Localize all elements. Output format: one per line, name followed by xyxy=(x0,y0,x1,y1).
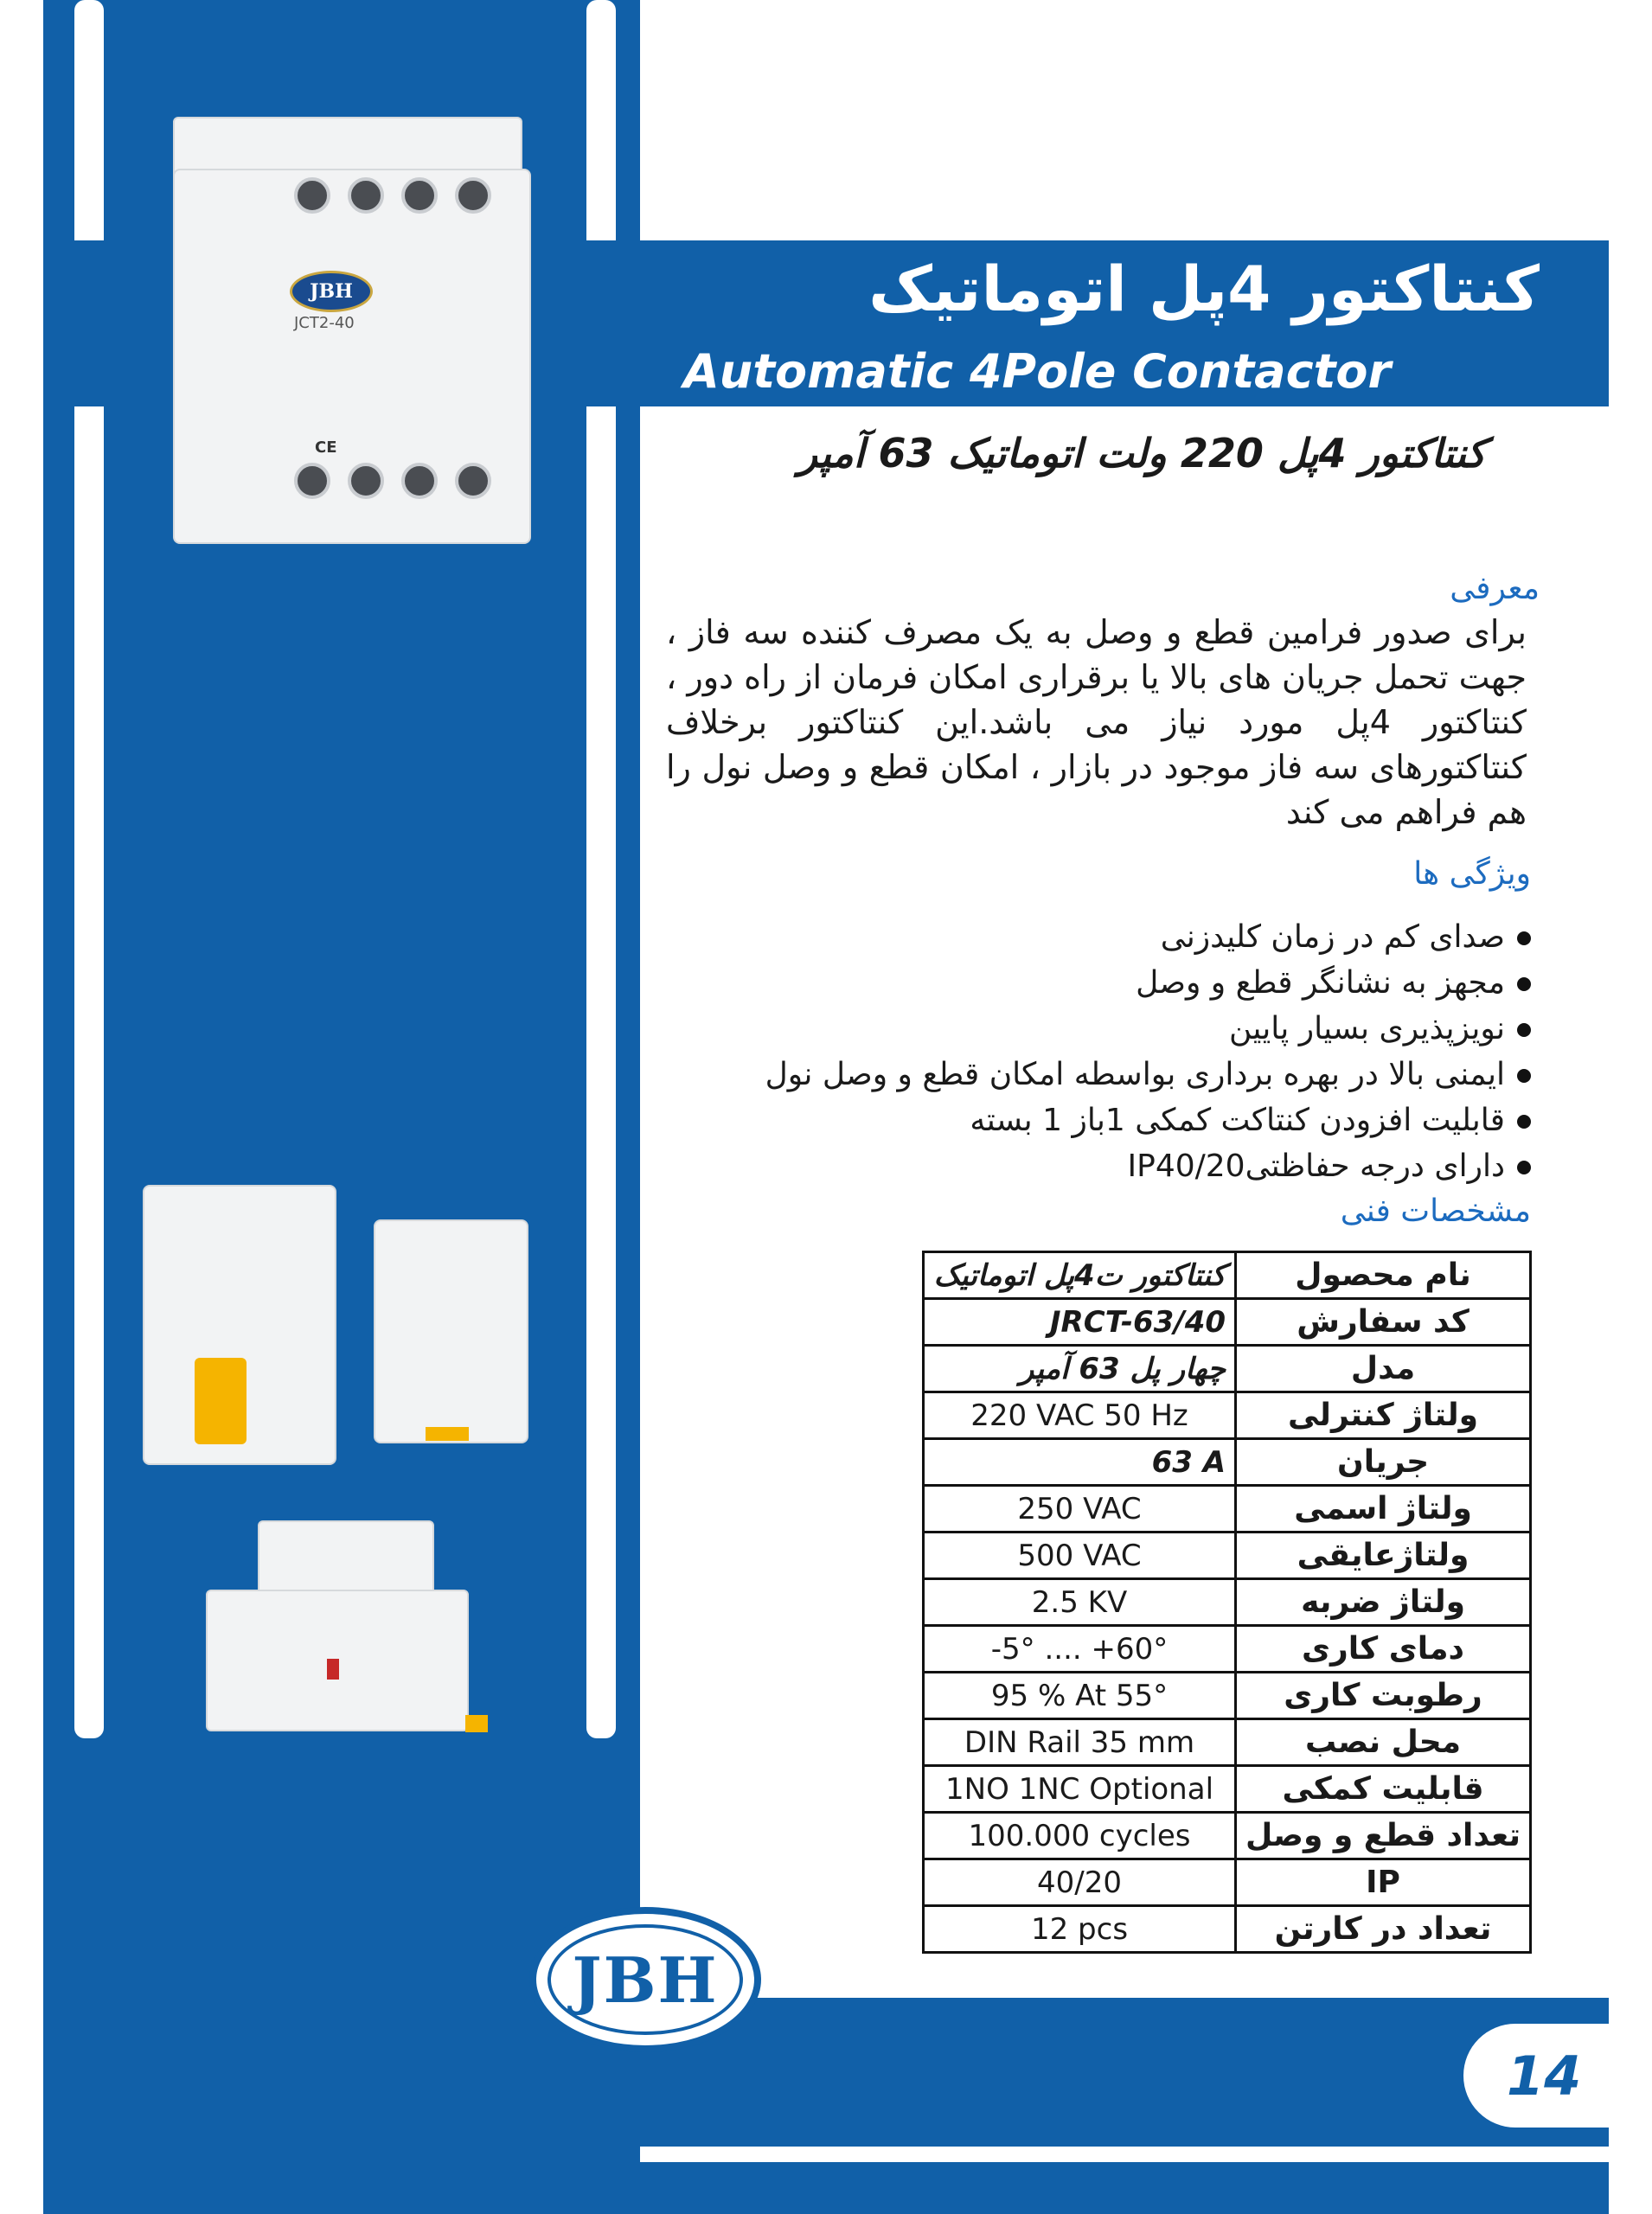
table-row: 100.000 cycles تعداد قطع و وصل xyxy=(924,1813,1531,1859)
bullet-icon xyxy=(1517,1023,1531,1037)
feature-item: مجهز به نشانگر قطع و وصل xyxy=(765,960,1531,1006)
page-number-badge xyxy=(1463,2024,1652,2128)
ce-mark: CE xyxy=(315,438,337,457)
features-heading: ویژگی ها xyxy=(1413,856,1531,892)
jbh-logo xyxy=(529,1907,761,2052)
specs-heading: مشخصات فنی xyxy=(1340,1193,1531,1229)
page-number: 14 xyxy=(1507,2044,1582,2108)
feature-item: صدای کم در زمان کلیدزنی xyxy=(765,914,1531,960)
footer-bottom-strip xyxy=(43,2162,1609,2214)
table-row: 12 pcs تعداد در کارتن xyxy=(924,1906,1531,1953)
page-title-en: Automatic 4Pole Contactor xyxy=(683,344,1392,399)
table-row: 500 VAC ولتاژعایقی xyxy=(924,1533,1531,1579)
table-row: JRCT-63/40 کد سفارش xyxy=(924,1299,1531,1346)
intro-text: برای صدور فرامین قطع و وصل به یک مصرف کننده سه فاز ، جهت تحمل جریان های بالا یا برقراری امکان فرمان از راه دور ، کنتاکتور 4پل مورد نیاز می باشد.این کنتاکتور برخلاف کنتاکتورهای سه فاز موجود در بازار ، امکان قطع و وصل نول را هم فراهم می کند xyxy=(666,613,1527,831)
bullet-icon xyxy=(1517,977,1531,991)
product-photo-main xyxy=(173,117,536,541)
table-row: 63 A جریان xyxy=(924,1439,1531,1486)
bullet-icon xyxy=(1517,1161,1531,1174)
features-list xyxy=(765,914,1531,1189)
table-row: 220 VAC 50 Hz ولتاژ کنترلی xyxy=(924,1392,1531,1439)
feature-item: ایمنی بالا در بهره برداری بواسطه امکان قطع و وصل نول xyxy=(765,1052,1531,1097)
product-photo-side xyxy=(206,1520,491,1741)
table-row: 250 VAC ولتاژ اسمی xyxy=(924,1486,1531,1533)
table-row: -5° .... +60° دمای کاری xyxy=(924,1626,1531,1673)
product-model-label: JCT2-40 xyxy=(294,314,355,332)
product-photo-front xyxy=(143,1185,337,1466)
product-photo-angle xyxy=(374,1219,529,1444)
table-row: 2.5 KV ولتاژ ضربه xyxy=(924,1579,1531,1626)
feature-item: دارای درجه حفاظتیIP40/20 xyxy=(765,1143,1531,1189)
feature-item: قابلیت افزودن کنتاکت کمکی 1باز 1 بسته xyxy=(765,1097,1531,1143)
header-top-line xyxy=(640,228,1609,235)
page-subtitle: کنتاکتور 4پل 220 ولت اتوماتیک 63 آمپر xyxy=(797,430,1486,477)
footer-band xyxy=(43,1998,1609,2147)
table-row: 40/20 IP xyxy=(924,1859,1531,1906)
bullet-icon xyxy=(1517,1115,1531,1129)
page-title-fa: کنتاکتور 4پل اتوماتیک xyxy=(868,253,1540,325)
intro-heading: معرفی xyxy=(1450,571,1540,606)
table-row: 1NO 1NC Optional قابلیت کمکی xyxy=(924,1766,1531,1813)
table-row: چهار پل 63 آمپر مدل xyxy=(924,1346,1531,1392)
table-row: کنتاکتور ت4پل اتوماتیک نام محصول xyxy=(924,1252,1531,1299)
jbh-badge xyxy=(290,271,373,312)
product-brand: JBH xyxy=(310,280,353,303)
feature-item: نویزپذیری بسیار پایین xyxy=(765,1006,1531,1052)
spec-table xyxy=(922,1251,1532,1954)
table-row: 95 % At 55° رطوبت کاری xyxy=(924,1673,1531,1719)
table-row: DIN Rail 35 mm محل نصب xyxy=(924,1719,1531,1766)
bullet-icon xyxy=(1517,931,1531,945)
bullet-icon xyxy=(1517,1069,1531,1083)
logo-text: JBH xyxy=(572,1942,719,2017)
